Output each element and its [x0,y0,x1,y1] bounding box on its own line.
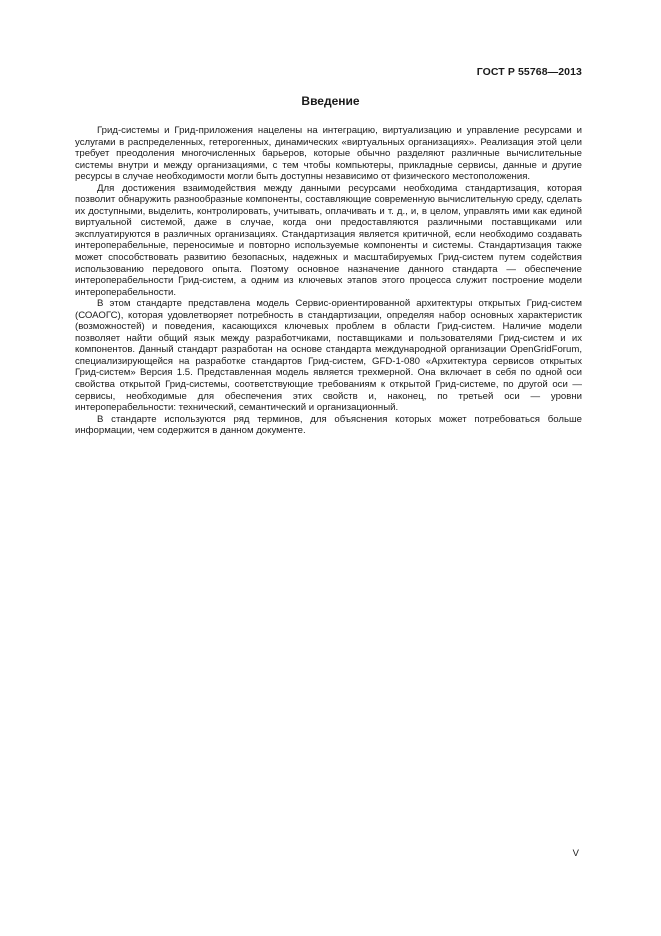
page-number: V [572,848,579,859]
paragraph-1: Грид-системы и Грид-приложения нацелены на интеграцию, виртуализацию и управление ресурсами и услугами в распределенных, гетерогенных, динамических «виртуальных организациях». Реализация этой цели требует преодоления многочисленных барьеров, которые обычно разделяют различные вычислительные системы внутри и между организациями, с тем чтобы компьютеры, прикладные сервисы, данные и другие ресурсы в случае необходимости могли быть доступны независимо от физического местоположения. [75,125,582,183]
document-code: ГОСТ Р 55768—2013 [476,66,582,78]
paragraph-2: Для достижения взаимодействия между данными ресурсами необходима стандартизация, которая позволит обнаружить разнообразные компоненты, составляющие современную вычислительную среду, сделать их доступными, выделить, контролировать, учитывать, оплачивать и т. д., и, в целом, управлять ими как единой виртуальной системой, даже в случае, когда они предоставляются различными поставщиками или эксплуатируются в различных организациях. Стандартизация является критичной, если необходимо создавать интероперабельные, переносимые и повторно используемые компоненты и системы. Стандартизация также может способствовать развитию безопасных, надежных и масштабируемых Грид-систем путем содействия использованию передового опыта. Поэтому основное назначение данного стандарта — обеспечение интероперабельности Грид-систем, а одним из ключевых этапов этого процесса служит построение модели интероперабельности. [75,182,582,298]
paragraph-4: В стандарте используются ряд терминов, для объяснения которых может потребоваться больше информации, чем содержится в данном документе. [75,413,582,437]
body-text [75,125,582,437]
paragraph-3: В этом стандарте представлена модель Сервис-ориентированной архитектуры открытых Грид-систем (СОАОГС), которая удовлетворяет потребность в стандартизации, определяя набор основных характеристик (возможностей) и поведения, касающихся ключевых проблем в области Грид-систем. Наличие модели позволяет найти общий язык между разработчиками, поставщиками и пользователями Грид-систем и их компонентов. Данный стандарт разработан на основе стандарта международной организации OpenGridForum, специализирующейся на разработке стандартов Грид-систем, GFD-1-080 «Архитектура сервисов открытых Грид-систем» Версия 1.5. Представленная модель является трехмерной. Она включает в себя по одной оси свойства открытой Грид-системы, соответствующие требованиям к открытой Грид-системе, по другой оси — сервисы, необходимые для обеспечения этих свойств и, наконец, по третьей оси — уровни интероперабельности: технический, семантический и организационный. [75,298,582,414]
section-title: Введение [301,94,360,108]
